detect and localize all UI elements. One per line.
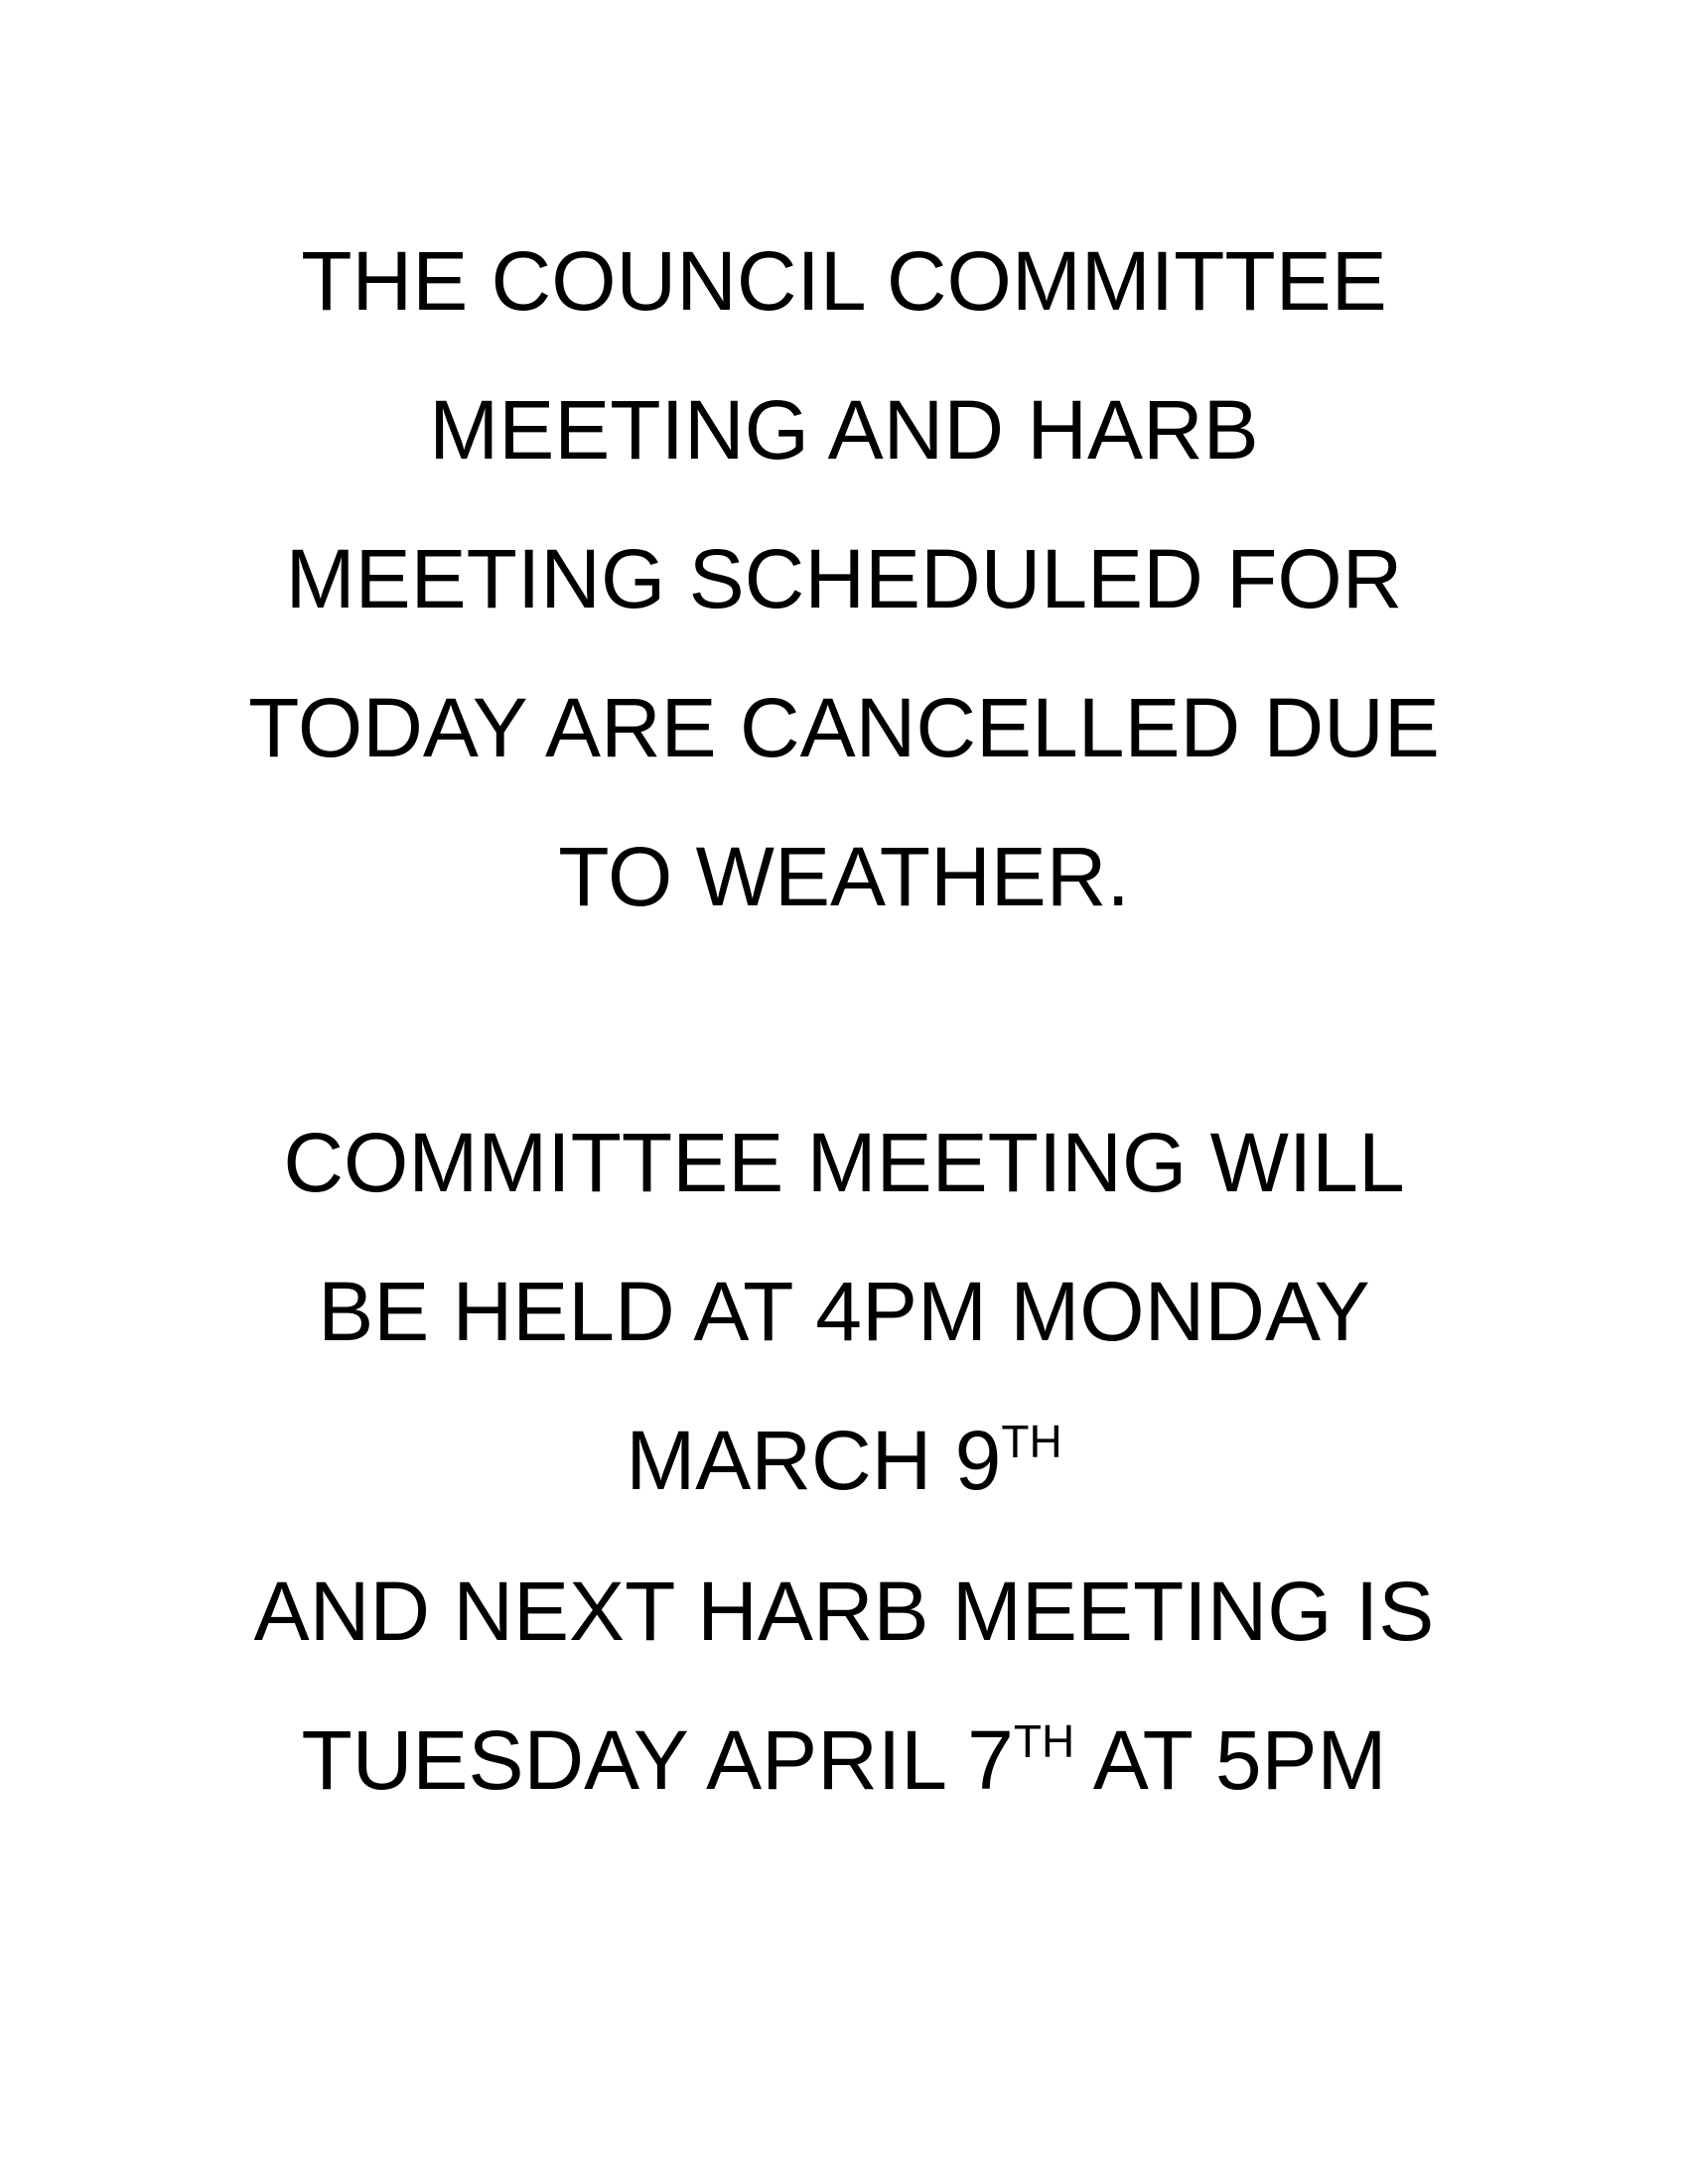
committee-line: COMMITTEE MEETING WILL [283, 1116, 1405, 1209]
cancellation-line: TODAY ARE CANCELLED DUE [248, 681, 1440, 774]
harb-date-line [0, 1686, 1688, 1835]
harb-line: AND NEXT HARB MEETING IS [253, 1565, 1435, 1658]
committee-reschedule-notice [0, 1088, 1688, 1535]
harb-time: AT 5PM [1074, 1713, 1387, 1807]
cancellation-line: MEETING SCHEDULED FOR [285, 532, 1403, 625]
committee-line: BE HELD AT 4PM MONDAY [318, 1265, 1370, 1358]
cancellation-line: TO WEATHER. [558, 830, 1130, 923]
cancellation-notice [0, 206, 1688, 951]
committee-date-line [0, 1386, 1688, 1535]
harb-date: TUESDAY APRIL 7 [301, 1713, 1014, 1807]
committee-date-ordinal: TH [1001, 1416, 1062, 1467]
committee-date: MARCH 9 [626, 1414, 1002, 1507]
cancellation-line: MEETING AND HARB [429, 383, 1259, 477]
harb-next-meeting-notice [0, 1537, 1688, 1835]
cancellation-line: THE COUNCIL COMMITTEE [301, 234, 1387, 328]
harb-date-ordinal: TH [1013, 1715, 1075, 1767]
